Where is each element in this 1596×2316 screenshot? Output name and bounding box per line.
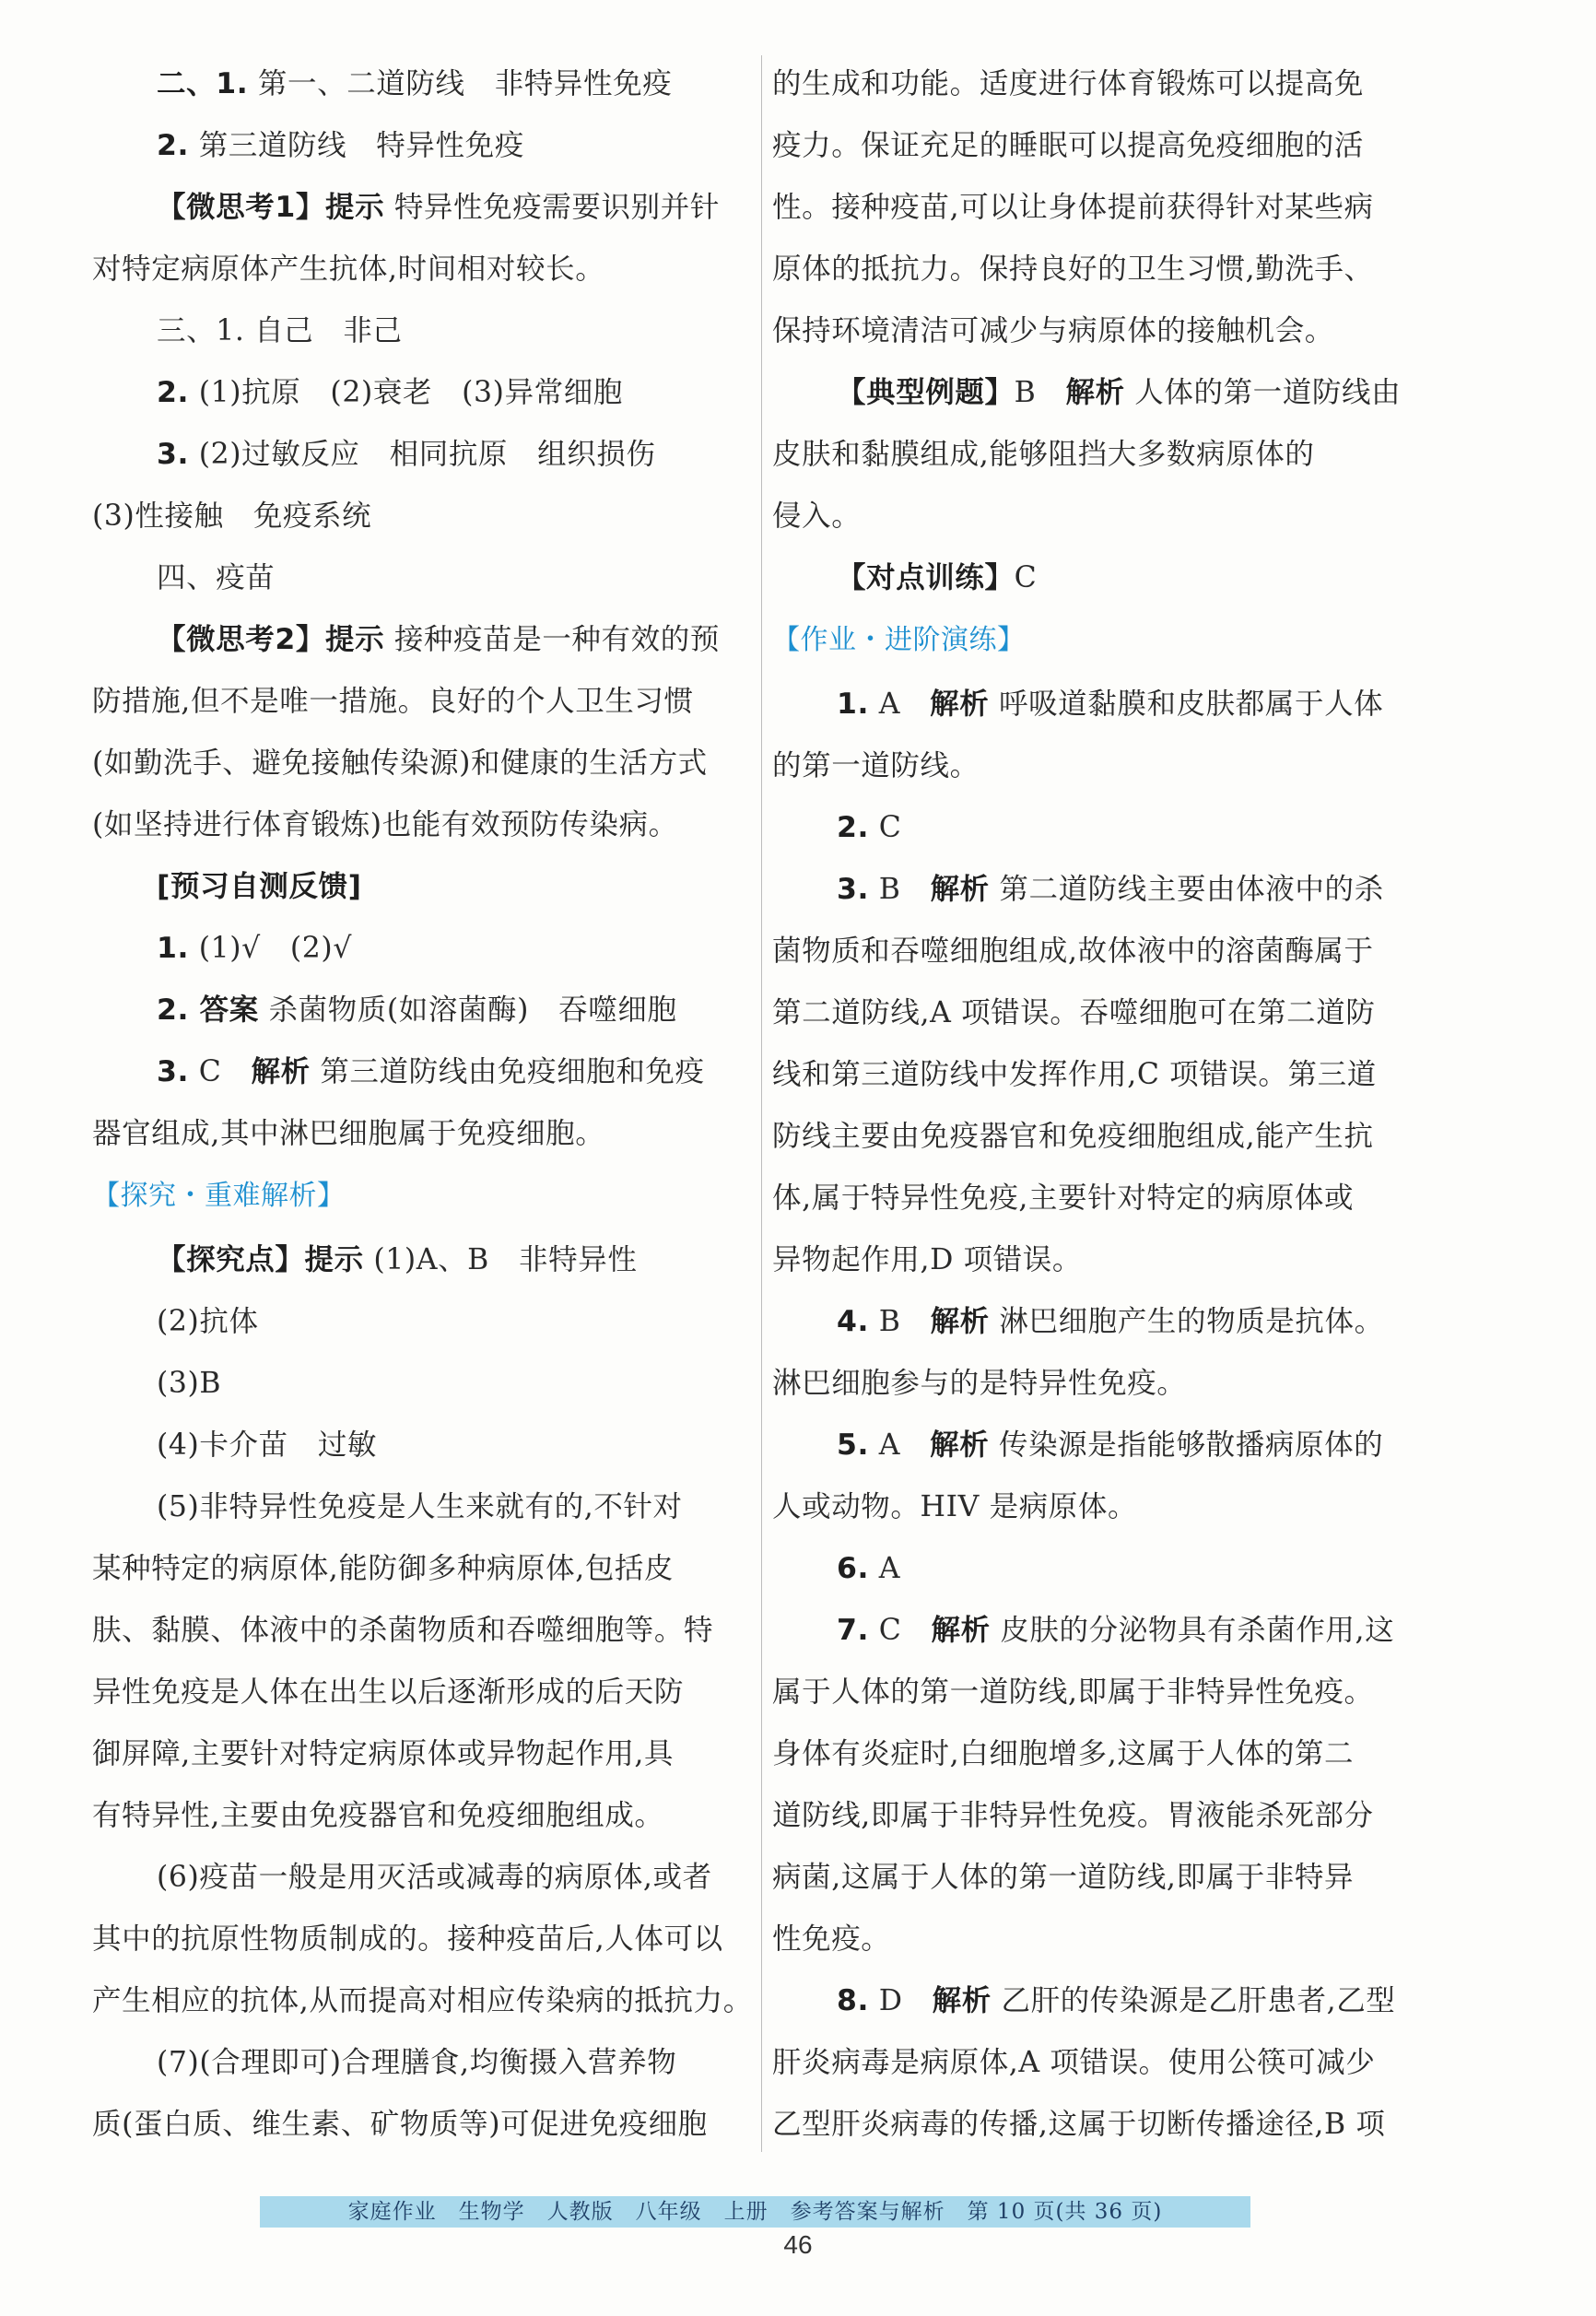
line-text: 皮肤和黏膜组成,能够阻挡大多数病原体的: [772, 438, 1315, 471]
text-line: [772, 115, 1440, 177]
line-text: C: [869, 1614, 932, 1647]
text-line: [92, 1538, 751, 1600]
text-line: [772, 2094, 1440, 2156]
footer-text: 家庭作业 生物学 人教版 八年级 上册 参考答案与解析 第 10 页(共 36 页): [347, 2200, 1163, 2224]
line-text: A: [869, 688, 931, 721]
text-line: [772, 1415, 1440, 1476]
text-line: [772, 177, 1440, 239]
line-text: 接种疫苗是一种有效的预: [384, 623, 720, 656]
text-line: [92, 609, 751, 671]
bold-label: 3.: [157, 438, 190, 471]
bold-label: [预习自测反馈]: [157, 870, 362, 903]
bold-label: 3.: [157, 1055, 190, 1088]
line-text: D: [869, 1984, 933, 2017]
section-heading: 【探究・重难解析】: [92, 1180, 346, 1212]
text-line: [772, 1168, 1440, 1229]
page-number: 46: [783, 2230, 813, 2259]
line-text: 异物起作用,D 项错误。: [772, 1243, 1082, 1276]
line-text: (3)性接触 免疫系统: [92, 500, 372, 533]
bold-label: 【对点训练】: [837, 561, 1015, 594]
text-line: [92, 1103, 751, 1165]
line-text: 防线主要由免疫器官和免疫细胞组成,能产生抗: [772, 1120, 1374, 1153]
text-line: [772, 362, 1440, 424]
text-line: [772, 1353, 1440, 1415]
line-text: (2)抗体: [157, 1305, 259, 1338]
column-divider: [761, 55, 762, 2152]
text-line: [772, 1229, 1440, 1291]
line-text: 乙型肝炎病毒的传播,这属于切断传播途径,B 项: [772, 2108, 1386, 2141]
line-text: 的第一道防线。: [772, 749, 980, 782]
bold-label: 解析: [932, 1984, 992, 2017]
text-line: [92, 239, 751, 300]
right-column: [772, 53, 1440, 2156]
bold-label: 6.: [837, 1552, 870, 1585]
text-line: [92, 177, 751, 239]
text-line: [92, 424, 751, 486]
line-text: 杀菌物质(如溶菌酶) 吞噬细胞: [258, 993, 677, 1027]
line-text: 性。接种疫苗,可以让身体提前获得针对某些病: [772, 191, 1374, 224]
text-line: [92, 1476, 751, 1538]
line-text: 性免疫。: [772, 1922, 891, 1956]
text-line: [92, 486, 751, 547]
line-text: B: [869, 1305, 931, 1338]
line-text: (如勤洗手、避免接触传染源)和健康的生活方式: [92, 747, 708, 780]
line-text: 呼吸道黏膜和皮肤都属于人体: [989, 688, 1384, 721]
text-line: [92, 1662, 751, 1723]
bold-label: 解析: [931, 1614, 991, 1647]
line-text: (4)卡介苗 过敏: [157, 1428, 378, 1462]
text-line: [772, 797, 1440, 859]
line-text: (7)(合理即可)合理膳食,均衡摄入营养物: [157, 2046, 677, 2079]
bold-label: 【典型例题】: [837, 376, 1015, 409]
text-line: [772, 1538, 1440, 1600]
bold-label: 2. 答案: [157, 993, 259, 1027]
line-text: 体,属于特异性免疫,主要针对特定的病原体或: [772, 1182, 1355, 1215]
line-text: 保持环境清洁可减少与病原体的接触机会。: [772, 314, 1334, 347]
line-text: (1)√ (2)√: [189, 932, 352, 965]
bold-label: 解析: [930, 873, 990, 906]
bold-label: 1.: [837, 688, 870, 721]
text-line: [92, 1600, 751, 1662]
text-line: [92, 2032, 751, 2094]
text-line: [92, 980, 751, 1041]
line-text: 三、1. 自己 非己: [157, 314, 403, 347]
text-line: [92, 794, 751, 856]
line-text: 对特定病原体产生抗体,时间相对较长。: [92, 253, 605, 286]
bold-label: 解析: [251, 1055, 311, 1088]
line-text: B: [869, 873, 931, 906]
line-text: 疫力。保证充足的睡眠可以提高免疫细胞的活: [772, 129, 1365, 162]
text-line: [772, 300, 1440, 362]
line-text: 皮肤的分泌物具有杀菌作用,这: [990, 1614, 1395, 1647]
left-column: [92, 53, 751, 2156]
line-text: 的生成和功能。适度进行体育锻炼可以提高免: [772, 67, 1365, 100]
text-line: [92, 1041, 751, 1103]
text-line: [92, 115, 751, 177]
bold-label: 2.: [157, 129, 190, 162]
line-text: 有特异性,主要由免疫器官和免疫细胞组成。: [92, 1799, 664, 1832]
text-line: [772, 1909, 1440, 1970]
line-text: 原体的抵抗力。保持良好的卫生习惯,勤洗手、: [772, 253, 1374, 286]
line-text: C: [1014, 561, 1038, 594]
line-text: 质(蛋白质、维生素、矿物质等)可促进免疫细胞: [92, 2108, 708, 2141]
line-text: 第三道防线 特异性免疫: [189, 129, 524, 162]
line-text: 淋巴细胞参与的是特异性免疫。: [772, 1367, 1187, 1400]
text-line: [92, 671, 751, 733]
line-text: 四、疫苗: [157, 561, 276, 594]
line-text: 属于人体的第一道防线,即属于非特异性免疫。: [772, 1675, 1374, 1709]
line-text: A: [869, 1428, 931, 1462]
text-line: [92, 53, 751, 115]
line-text: 病菌,这属于人体的第一道防线,即属于非特异: [772, 1861, 1355, 1894]
text-line: [772, 982, 1440, 1044]
bold-label: 2.: [837, 811, 870, 844]
bold-label: 1.: [157, 932, 190, 965]
text-line: [92, 856, 751, 918]
line-text: (1)抗原 (2)衰老 (3)异常细胞: [189, 376, 623, 409]
line-text: (如坚持进行体育锻炼)也能有效预防传染病。: [92, 808, 678, 841]
text-line: [772, 1106, 1440, 1168]
line-text: (5)非特异性免疫是人生来就有的,不针对: [157, 1490, 683, 1523]
line-text: 御屏障,主要针对特定病原体或异物起作用,具: [92, 1737, 675, 1770]
text-line: [92, 1909, 751, 1970]
text-line: [92, 300, 751, 362]
text-line: [92, 1291, 751, 1353]
line-text: 侵入。: [772, 500, 862, 533]
line-text: (6)疫苗一般是用灭活或减毒的病原体,或者: [157, 1861, 712, 1894]
line-text: 菌物质和吞噬细胞组成,故体液中的溶菌酶属于: [772, 935, 1374, 968]
text-line: [92, 1229, 751, 1291]
line-text: 线和第三道防线中发挥作用,C 项错误。第三道: [772, 1058, 1377, 1091]
bold-label: 【微思考1】提示: [157, 191, 385, 224]
bold-label: 解析: [930, 688, 990, 721]
line-text: 传染源是指能够散播病原体的: [989, 1428, 1384, 1462]
text-line: [92, 362, 751, 424]
bold-label: 7.: [837, 1614, 870, 1647]
text-line: [772, 921, 1440, 982]
line-text: 第二道防线主要由体液中的杀: [989, 873, 1384, 906]
bold-label: 解析: [1065, 376, 1125, 409]
text-line: [92, 733, 751, 794]
line-text: 肝炎病毒是病原体,A 项错误。使用公筷可减少: [772, 2046, 1376, 2079]
text-line: [92, 1415, 751, 1476]
text-line: [772, 1785, 1440, 1847]
text-line: [772, 674, 1440, 735]
line-text: 淋巴细胞产生的物质是抗体。: [989, 1305, 1384, 1338]
text-line: [772, 1476, 1440, 1538]
bold-label: 【探究点】提示: [157, 1243, 364, 1276]
line-text: (3)B: [157, 1367, 222, 1400]
text-line: [92, 1723, 751, 1785]
line-text: A: [869, 1552, 901, 1585]
text-line: [772, 1970, 1440, 2032]
text-line: [772, 1847, 1440, 1909]
line-text: 第三道防线由免疫细胞和免疫: [310, 1055, 705, 1088]
text-line: [772, 424, 1440, 486]
line-text: (2)过敏反应 相同抗原 组织损伤: [189, 438, 656, 471]
bold-label: 【微思考2】提示: [157, 623, 385, 656]
text-line: [92, 547, 751, 609]
text-line: [92, 1353, 751, 1415]
text-line: [772, 547, 1440, 609]
text-line: [772, 1291, 1440, 1353]
text-line: [772, 859, 1440, 921]
bold-label: 4.: [837, 1305, 870, 1338]
line-text: B: [1014, 376, 1066, 409]
text-line: [92, 1847, 751, 1909]
text-line: [772, 486, 1440, 547]
line-text: 乙肝的传染源是乙肝患者,乙型: [991, 1984, 1396, 2017]
text-line: [772, 53, 1440, 115]
bold-label: 解析: [930, 1428, 990, 1462]
text-line: [772, 1044, 1440, 1106]
line-text: 人体的第一道防线由: [1124, 376, 1402, 409]
text-line: [772, 1662, 1440, 1723]
bold-label: 2.: [157, 376, 190, 409]
text-line: [92, 2094, 751, 2156]
line-text: 道防线,即属于非特异性免疫。胃液能杀死部分: [772, 1799, 1374, 1832]
text-line: [772, 1723, 1440, 1785]
line-text: 其中的抗原性物质制成的。接种疫苗后,人体可以: [92, 1922, 723, 1956]
line-text: 第一、二道防线 非特异性免疫: [248, 67, 673, 100]
text-line: [772, 239, 1440, 300]
bold-label: 5.: [837, 1428, 870, 1462]
text-line: [772, 1600, 1440, 1662]
line-text: 某种特定的病原体,能防御多种病原体,包括皮: [92, 1552, 675, 1585]
line-text: (1)A、B 非特异性: [363, 1243, 638, 1276]
line-text: 异性免疫是人体在出生以后逐渐形成的后天防: [92, 1675, 685, 1709]
line-text: 肤、黏膜、体液中的杀菌物质和吞噬细胞等。特: [92, 1614, 714, 1647]
text-line: [772, 2032, 1440, 2094]
line-text: 特异性免疫需要识别并针: [384, 191, 720, 224]
bold-label: 解析: [930, 1305, 990, 1338]
line-text: 器官组成,其中淋巴细胞属于免疫细胞。: [92, 1117, 605, 1150]
line-text: 第二道防线,A 项错误。吞噬细胞可在第二道防: [772, 996, 1376, 1029]
section-heading: 【作业・进阶演练】: [772, 624, 1026, 656]
bold-label: 3.: [837, 873, 870, 906]
line-text: 身体有炎症时,白细胞增多,这属于人体的第二: [772, 1737, 1355, 1770]
text-line: [92, 918, 751, 980]
line-text: 产生相应的抗体,从而提高对相应传染病的抵抗力。: [92, 1984, 753, 2017]
text-line: [92, 1785, 751, 1847]
bold-label: 8.: [837, 1984, 870, 2017]
line-text: C: [189, 1055, 252, 1088]
line-text: 人或动物。HIV 是病原体。: [772, 1490, 1138, 1523]
line-text: C: [869, 811, 902, 844]
text-line: [772, 735, 1440, 797]
bold-label: 二、1.: [157, 67, 249, 100]
line-text: 防措施,但不是唯一措施。良好的个人卫生习惯: [92, 685, 694, 718]
text-line: [92, 1970, 751, 2032]
